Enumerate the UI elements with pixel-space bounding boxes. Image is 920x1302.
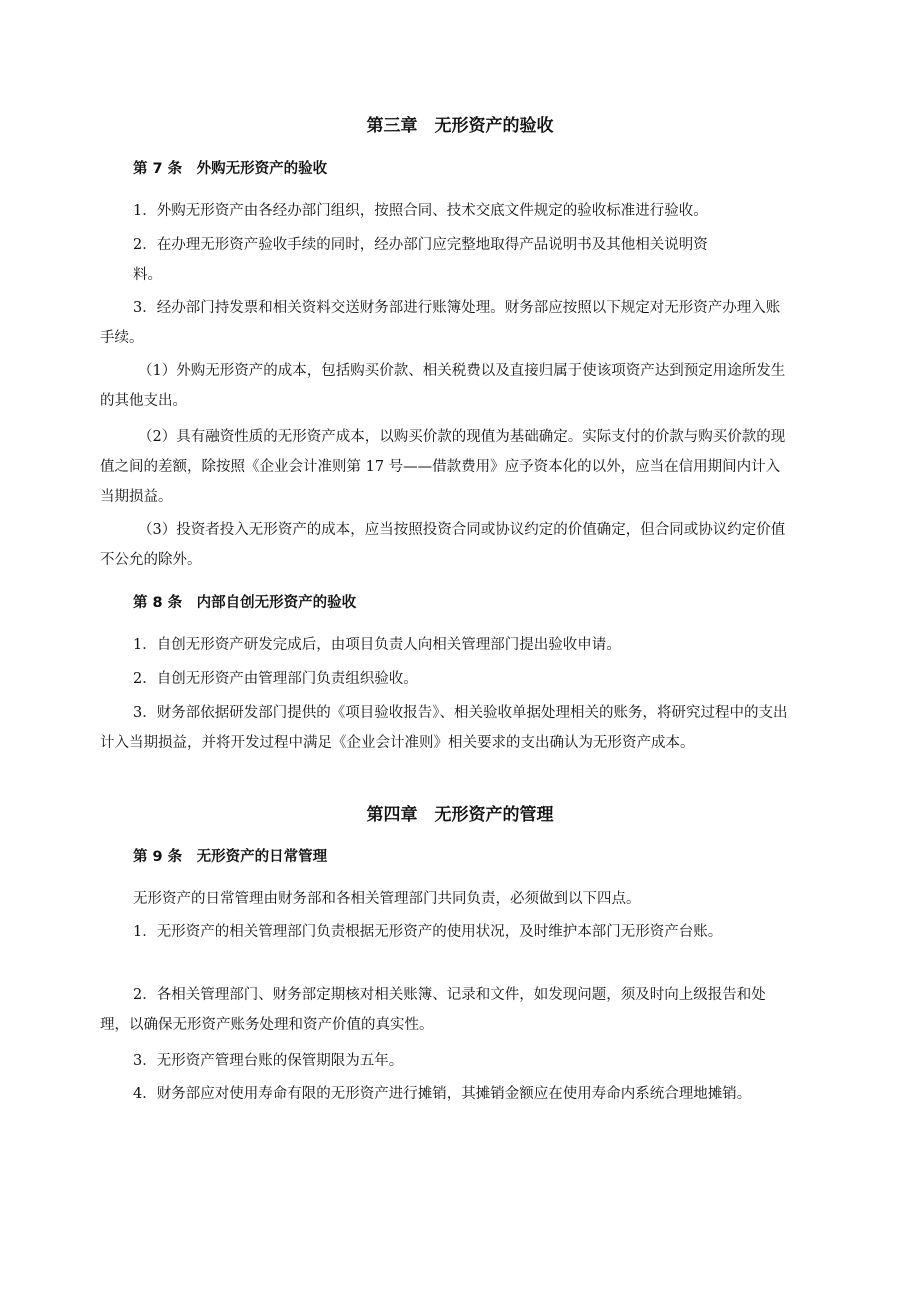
article-9-title: 第 9 条 无形资产的日常管理 xyxy=(133,849,328,865)
chapter-4-title: 第四章 无形资产的管理 xyxy=(366,805,554,825)
article-7-item-1: 1．外购无形资产由各经办部门组织，按照合同、技术交底文件规定的验收标准进行验收。 xyxy=(133,203,708,219)
article-9-item-4: 4．财务部应对使用寿命有限的无形资产进行摊销，其摊销金额应在使用寿命内系统合理地摊销。 xyxy=(133,1086,752,1102)
article-7-item-3: 3．经办部门持发票和相关资料交送财务部进行账簿处理。财务部应按照以下规定对无形资产办理入账手续。 xyxy=(100,300,781,346)
chapter-3-title: 第三章 无形资产的验收 xyxy=(366,116,554,136)
article-8-item-1: 1．自创无形资产研发完成后，由项目负责人向相关管理部门提出验收申请。 xyxy=(133,637,621,653)
article-7-item-2-line-1: 2．在办理无形资产验收手续的同时，经办部门应完整地取得产品说明书及其他相关说明资 xyxy=(133,237,708,253)
article-7-item-2 xyxy=(100,230,790,290)
article-7-sub-item-3: （3）投资者投入无形资产的成本，应当按照投资合同或协议约定的价值确定，但合同或协议约定价值不公允的除外。 xyxy=(100,522,786,568)
article-7-sub-item-1: （1）外购无形资产的成本，包括购买价款、相关税费以及直接归属于使该项资产达到预定用途所发生的其他支出。 xyxy=(100,363,786,409)
article-7-title: 第 7 条 外购无形资产的验收 xyxy=(133,161,328,177)
article-7-sub-item-2: （2）具有融资性质的无形资产成本，以购买价款的现值为基础确定。实际支付的价款与购买价款的现值之间的差额，除按照《企业会计准则第 17 号——借款费用》应予资本化的以外，应当在信用期间内计入当期损益。 xyxy=(100,429,786,505)
article-8-item-2: 2．自创无形资产由管理部门负责组织验收。 xyxy=(133,671,418,687)
article-9-item-3: 3．无形资产管理台账的保管期限为五年。 xyxy=(133,1053,404,1069)
article-9-item-1: 1．无形资产的相关管理部门负责根据无形资产的使用状况，及时维护本部门无形资产台账。 xyxy=(133,924,723,940)
article-9-intro: 无形资产的日常管理由财务部和各相关管理部门共同负责，必须做到以下四点。 xyxy=(133,891,641,907)
article-8-item-3: 3．财务部依据研发部门提供的《项目验收报告》、相关验收单据处理相关的账务，将研究过程中的支出计入当期损益，并将开发过程中满足《企业会计准则》相关要求的支出确认为无形资产成本。 xyxy=(100,705,788,751)
article-9-item-2: 2．各相关管理部门、财务部定期核对相关账簿、记录和文件，如发现问题，须及时向上级报告和处理，以确保无形资产账务处理和资产价值的真实性。 xyxy=(100,987,766,1033)
article-7-item-2-line-2: 料。 xyxy=(133,267,162,283)
article-8-title: 第 8 条 内部自创无形资产的验收 xyxy=(133,595,357,611)
